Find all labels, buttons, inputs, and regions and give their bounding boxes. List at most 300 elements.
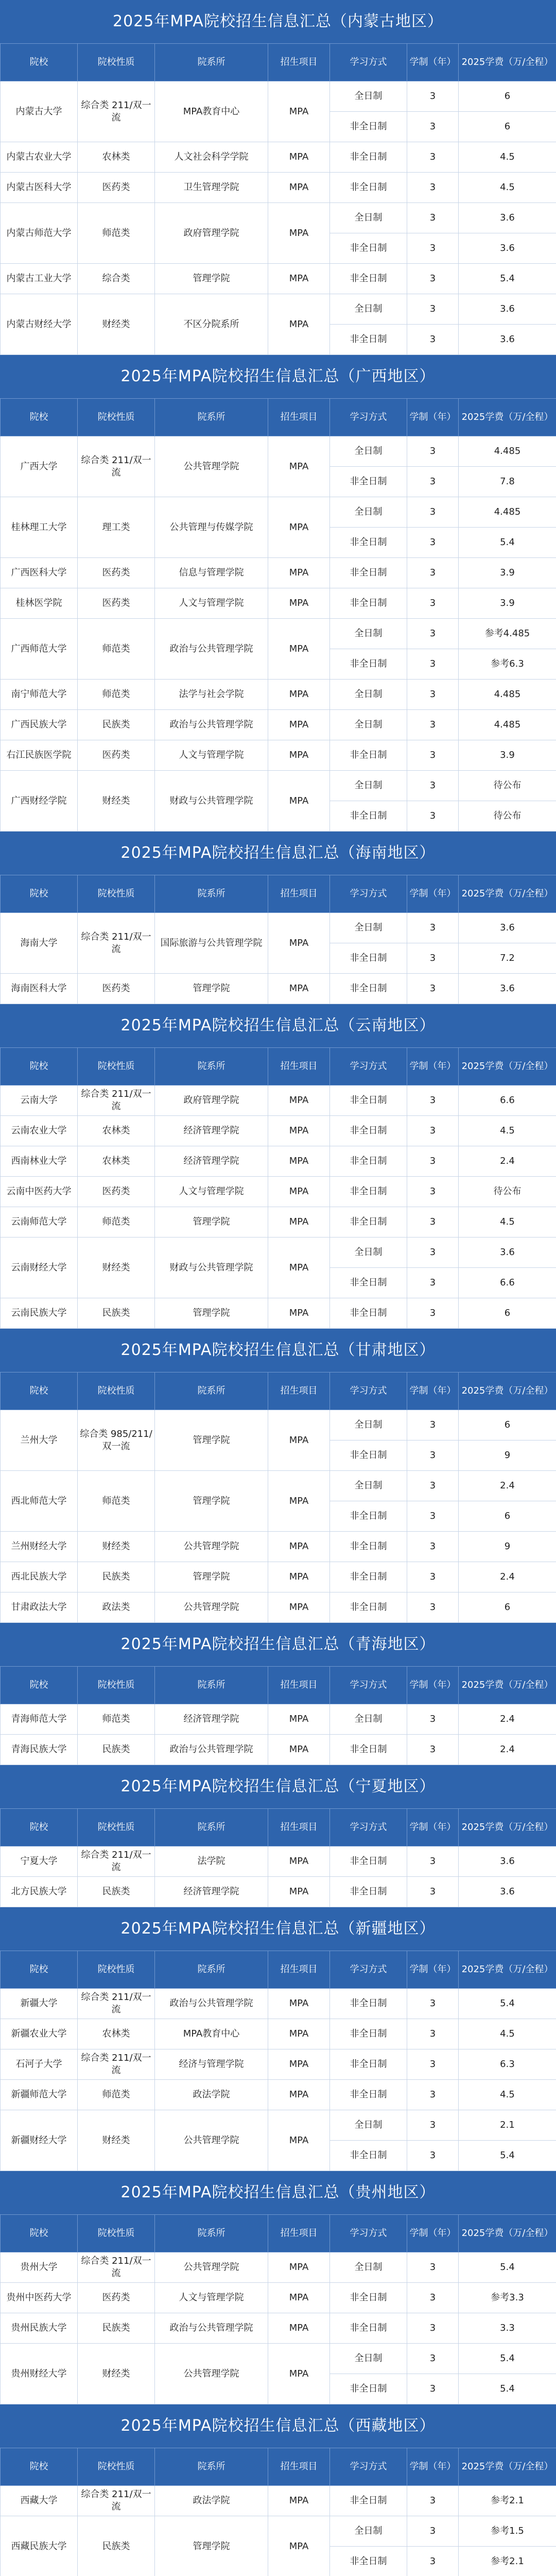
cell-program: MPA [268, 1410, 330, 1471]
cell-mode: 全日制 [330, 1238, 407, 1268]
cell-dept: 管理学院 [155, 2516, 268, 2576]
cell-mode: 非全日制 [330, 1177, 407, 1207]
cell-dept: 政治与公共管理学院 [155, 1989, 268, 2019]
cell-nature: 师范类 [78, 203, 155, 264]
cell-mode: 非全日制 [330, 1562, 407, 1592]
cell-mode: 非全日制 [330, 1440, 407, 1471]
cell-years: 3 [407, 2141, 459, 2171]
cell-program: MPA [268, 1592, 330, 1623]
cell-mode: 非全日制 [330, 467, 407, 497]
cell-years: 3 [407, 2283, 459, 2313]
column-header-dept: 院系所 [155, 1372, 268, 1410]
cell-dept: 人文社会科学学院 [155, 142, 268, 173]
column-header-years: 学制（年） [407, 399, 459, 436]
column-header-program: 招生项目 [268, 44, 330, 81]
cell-mode: 全日制 [330, 619, 407, 649]
cell-program: MPA [268, 913, 330, 974]
cell-fee: 2.4 [459, 1146, 556, 1177]
cell-program: MPA [268, 1877, 330, 1907]
column-header-school: 院校 [1, 44, 78, 81]
cell-years: 3 [407, 81, 459, 112]
cell-mode: 非全日制 [330, 2313, 407, 2344]
cell-dept: MPA教育中心 [155, 2019, 268, 2049]
cell-nature: 农林类 [78, 142, 155, 173]
cell-fee: 3.9 [459, 558, 556, 588]
column-header-mode: 学习方式 [330, 399, 407, 436]
table-header-row [1, 1372, 556, 1410]
cell-years: 3 [407, 913, 459, 943]
cell-school: 新疆师范大学 [1, 2080, 78, 2110]
section-title: 2025年MPA院校招生信息汇总（内蒙古地区） [0, 0, 556, 43]
cell-fee: 待公布 [459, 1177, 556, 1207]
cell-dept: 政治与公共管理学院 [155, 619, 268, 680]
cell-program: MPA [268, 173, 330, 203]
cell-mode: 非全日制 [330, 2019, 407, 2049]
cell-mode: 全日制 [330, 771, 407, 801]
cell-years: 3 [407, 497, 459, 528]
section-title: 2025年MPA院校招生信息汇总（广西地区） [0, 355, 556, 398]
column-header-program: 招生项目 [268, 1951, 330, 1989]
cell-years: 3 [407, 1238, 459, 1268]
column-header-years: 学制（年） [407, 875, 459, 913]
cell-mode: 非全日制 [330, 558, 407, 588]
cell-nature: 综合类 211/双一流 [78, 1846, 155, 1877]
cell-program: MPA [268, 2486, 330, 2516]
cell-program: MPA [268, 2019, 330, 2049]
cell-mode: 非全日制 [330, 2547, 407, 2576]
column-header-school: 院校 [1, 875, 78, 913]
cell-program: MPA [268, 2110, 330, 2171]
cell-nature: 民族类 [78, 710, 155, 740]
cell-program: MPA [268, 1562, 330, 1592]
region-section [0, 2171, 556, 2404]
cell-fee: 4.5 [459, 2019, 556, 2049]
cell-years: 3 [407, 2516, 459, 2547]
table-header-row [1, 399, 556, 436]
cell-fee: 4.485 [459, 680, 556, 710]
cell-dept: 公共管理学院 [155, 2252, 268, 2283]
cell-nature: 农林类 [78, 1116, 155, 1146]
cell-years: 3 [407, 2019, 459, 2049]
cell-school: 兰州财经大学 [1, 1532, 78, 1562]
cell-program: MPA [268, 1177, 330, 1207]
cell-nature: 综合类 211/双一流 [78, 1086, 155, 1116]
cell-dept: 经济与管理学院 [155, 2049, 268, 2080]
cell-nature: 师范类 [78, 1207, 155, 1238]
cell-years: 3 [407, 649, 459, 680]
cell-school: 内蒙古大学 [1, 81, 78, 142]
cell-years: 3 [407, 264, 459, 294]
cell-nature: 师范类 [78, 2080, 155, 2110]
cell-school: 贵州中医药大学 [1, 2283, 78, 2313]
cell-program: MPA [268, 81, 330, 142]
cell-program: MPA [268, 771, 330, 832]
cell-school: 石河子大学 [1, 2049, 78, 2080]
cell-school: 内蒙古医科大学 [1, 173, 78, 203]
cell-fee: 4.5 [459, 142, 556, 173]
cell-fee: 9 [459, 1440, 556, 1471]
school-table [0, 1372, 556, 1623]
column-header-mode: 学习方式 [330, 1809, 407, 1846]
cell-mode: 非全日制 [330, 233, 407, 264]
column-header-years: 学制（年） [407, 2448, 459, 2486]
column-header-nature: 院校性质 [78, 1951, 155, 1989]
cell-school: 贵州民族大学 [1, 2313, 78, 2344]
cell-school: 广西民族大学 [1, 710, 78, 740]
cell-school: 西北民族大学 [1, 1562, 78, 1592]
cell-dept: 政法学院 [155, 2080, 268, 2110]
cell-years: 3 [407, 203, 459, 233]
cell-fee: 3.6 [459, 1877, 556, 1907]
cell-years: 3 [407, 1501, 459, 1532]
cell-mode: 非全日制 [330, 1268, 407, 1298]
column-header-years: 学制（年） [407, 1951, 459, 1989]
cell-mode: 非全日制 [330, 1735, 407, 1765]
cell-years: 3 [407, 112, 459, 142]
cell-school: 新疆农业大学 [1, 2019, 78, 2049]
column-header-mode: 学习方式 [330, 44, 407, 81]
cell-mode: 非全日制 [330, 1846, 407, 1877]
cell-nature: 综合类 211/双一流 [78, 2049, 155, 2080]
cell-dept: 经济管理学院 [155, 1116, 268, 1146]
column-header-fee: 2025学费（万/全程） [459, 1809, 556, 1846]
table-row [1, 680, 556, 710]
cell-school: 南宁师范大学 [1, 680, 78, 710]
column-header-dept: 院系所 [155, 875, 268, 913]
cell-fee: 4.485 [459, 436, 556, 467]
column-header-school: 院校 [1, 1809, 78, 1846]
cell-years: 3 [407, 1298, 459, 1329]
cell-years: 3 [407, 1592, 459, 1623]
column-header-school: 院校 [1, 399, 78, 436]
cell-mode: 全日制 [330, 2344, 407, 2374]
cell-years: 3 [407, 2252, 459, 2283]
table-row [1, 710, 556, 740]
cell-school: 广西大学 [1, 436, 78, 497]
table-row [1, 771, 556, 801]
cell-years: 3 [407, 1704, 459, 1735]
region-section [0, 1329, 556, 1623]
cell-program: MPA [268, 1146, 330, 1177]
cell-school: 宁夏大学 [1, 1846, 78, 1877]
column-header-dept: 院系所 [155, 2215, 268, 2252]
cell-program: MPA [268, 740, 330, 771]
cell-fee: 6 [459, 1501, 556, 1532]
table-row [1, 294, 556, 325]
cell-nature: 综合类 211/双一流 [78, 913, 155, 974]
column-header-program: 招生项目 [268, 1048, 330, 1086]
cell-nature: 师范类 [78, 1704, 155, 1735]
cell-school: 西藏大学 [1, 2486, 78, 2516]
column-header-nature: 院校性质 [78, 1809, 155, 1846]
column-header-years: 学制（年） [407, 1048, 459, 1086]
cell-dept: 法学与社会学院 [155, 680, 268, 710]
cell-fee: 待公布 [459, 771, 556, 801]
column-header-program: 招生项目 [268, 399, 330, 436]
cell-dept: 公共管理学院 [155, 2110, 268, 2171]
table-row [1, 497, 556, 528]
cell-fee: 参考4.485 [459, 619, 556, 649]
column-header-program: 招生项目 [268, 1667, 330, 1704]
cell-program: MPA [268, 2516, 330, 2576]
cell-nature: 理工类 [78, 497, 155, 558]
cell-mode: 全日制 [330, 2110, 407, 2141]
cell-nature: 师范类 [78, 680, 155, 710]
cell-years: 3 [407, 2344, 459, 2374]
cell-mode: 非全日制 [330, 1501, 407, 1532]
cell-program: MPA [268, 1298, 330, 1329]
cell-mode: 全日制 [330, 294, 407, 325]
table-header-row [1, 1951, 556, 1989]
cell-dept: 信息与管理学院 [155, 558, 268, 588]
column-header-fee: 2025学费（万/全程） [459, 1667, 556, 1704]
cell-years: 3 [407, 1562, 459, 1592]
cell-school: 右江民族医学院 [1, 740, 78, 771]
cell-program: MPA [268, 497, 330, 558]
cell-years: 3 [407, 2547, 459, 2576]
cell-fee: 5.4 [459, 528, 556, 558]
cell-mode: 全日制 [330, 203, 407, 233]
cell-mode: 全日制 [330, 2252, 407, 2283]
school-table [0, 1047, 556, 1329]
cell-program: MPA [268, 1846, 330, 1877]
cell-school: 甘肃政法大学 [1, 1592, 78, 1623]
cell-fee: 9 [459, 1532, 556, 1562]
cell-mode: 非全日制 [330, 528, 407, 558]
cell-program: MPA [268, 2252, 330, 2283]
cell-mode: 非全日制 [330, 1592, 407, 1623]
column-header-years: 学制（年） [407, 1372, 459, 1410]
column-header-program: 招生项目 [268, 2215, 330, 2252]
column-header-nature: 院校性质 [78, 2448, 155, 2486]
cell-years: 3 [407, 1177, 459, 1207]
cell-mode: 全日制 [330, 2516, 407, 2547]
cell-years: 3 [407, 2486, 459, 2516]
column-header-nature: 院校性质 [78, 875, 155, 913]
cell-program: MPA [268, 680, 330, 710]
cell-years: 3 [407, 294, 459, 325]
cell-years: 3 [407, 2313, 459, 2344]
cell-mode: 全日制 [330, 81, 407, 112]
cell-fee: 2.4 [459, 1704, 556, 1735]
column-header-fee: 2025学费（万/全程） [459, 1372, 556, 1410]
cell-program: MPA [268, 558, 330, 588]
column-header-dept: 院系所 [155, 1809, 268, 1846]
cell-dept: 政治与公共管理学院 [155, 710, 268, 740]
column-header-dept: 院系所 [155, 1951, 268, 1989]
column-header-nature: 院校性质 [78, 1667, 155, 1704]
region-section [0, 355, 556, 832]
cell-dept: 政府管理学院 [155, 203, 268, 264]
cell-mode: 非全日制 [330, 1207, 407, 1238]
cell-nature: 财经类 [78, 1532, 155, 1562]
column-header-nature: 院校性质 [78, 1372, 155, 1410]
cell-fee: 6 [459, 81, 556, 112]
cell-school: 内蒙古工业大学 [1, 264, 78, 294]
column-header-nature: 院校性质 [78, 1048, 155, 1086]
column-header-mode: 学习方式 [330, 1667, 407, 1704]
cell-years: 3 [407, 588, 459, 619]
school-table [0, 1951, 556, 2171]
table-header-row [1, 44, 556, 81]
cell-dept: 财政与公共管理学院 [155, 1238, 268, 1298]
cell-dept: 不区分院系所 [155, 294, 268, 355]
cell-fee: 6.3 [459, 2049, 556, 2080]
cell-fee: 2.4 [459, 1735, 556, 1765]
cell-program: MPA [268, 1532, 330, 1562]
cell-fee: 6 [459, 112, 556, 142]
cell-school: 内蒙古财经大学 [1, 294, 78, 355]
cell-mode: 非全日制 [330, 1989, 407, 2019]
cell-school: 云南中医药大学 [1, 1177, 78, 1207]
column-header-fee: 2025学费（万/全程） [459, 2448, 556, 2486]
column-header-mode: 学习方式 [330, 2448, 407, 2486]
cell-fee: 3.6 [459, 233, 556, 264]
cell-mode: 非全日制 [330, 1146, 407, 1177]
cell-dept: 政治与公共管理学院 [155, 2313, 268, 2344]
column-header-dept: 院系所 [155, 399, 268, 436]
cell-nature: 综合类 211/双一流 [78, 2252, 155, 2283]
column-header-years: 学制（年） [407, 44, 459, 81]
table-header-row [1, 1048, 556, 1086]
cell-dept: 卫生管理学院 [155, 173, 268, 203]
column-header-fee: 2025学费（万/全程） [459, 44, 556, 81]
column-header-program: 招生项目 [268, 2448, 330, 2486]
cell-mode: 非全日制 [330, 142, 407, 173]
cell-program: MPA [268, 294, 330, 355]
cell-nature: 财经类 [78, 294, 155, 355]
cell-fee: 3.6 [459, 913, 556, 943]
cell-nature: 财经类 [78, 771, 155, 832]
cell-program: MPA [268, 436, 330, 497]
table-header-row [1, 875, 556, 913]
cell-mode: 非全日制 [330, 2049, 407, 2080]
cell-school: 云南财经大学 [1, 1238, 78, 1298]
cell-fee: 2.4 [459, 1562, 556, 1592]
cell-program: MPA [268, 1116, 330, 1146]
cell-nature: 医药类 [78, 1177, 155, 1207]
column-header-years: 学制（年） [407, 1667, 459, 1704]
cell-school: 广西财经学院 [1, 771, 78, 832]
school-table [0, 2448, 556, 2576]
cell-fee: 6.6 [459, 1086, 556, 1116]
table-header-row [1, 1667, 556, 1704]
cell-years: 3 [407, 1207, 459, 1238]
cell-dept: 政法学院 [155, 2486, 268, 2516]
column-header-school: 院校 [1, 1048, 78, 1086]
table-row [1, 588, 556, 619]
cell-years: 3 [407, 528, 459, 558]
cell-nature: 民族类 [78, 1562, 155, 1592]
column-header-years: 学制（年） [407, 1809, 459, 1846]
cell-years: 3 [407, 325, 459, 355]
column-header-fee: 2025学费（万/全程） [459, 399, 556, 436]
cell-program: MPA [268, 264, 330, 294]
cell-program: MPA [268, 1471, 330, 1532]
cell-mode: 非全日制 [330, 1298, 407, 1329]
cell-dept: 经济管理学院 [155, 1877, 268, 1907]
cell-mode: 非全日制 [330, 2283, 407, 2313]
cell-program: MPA [268, 203, 330, 264]
section-title: 2025年MPA院校招生信息汇总（云南地区） [0, 1004, 556, 1047]
cell-years: 3 [407, 173, 459, 203]
cell-years: 3 [407, 1846, 459, 1877]
cell-mode: 全日制 [330, 1704, 407, 1735]
cell-program: MPA [268, 1704, 330, 1735]
cell-school: 云南师范大学 [1, 1207, 78, 1238]
cell-fee: 3.6 [459, 325, 556, 355]
cell-mode: 非全日制 [330, 588, 407, 619]
cell-nature: 财经类 [78, 2110, 155, 2171]
school-table [0, 875, 556, 1004]
cell-fee: 5.4 [459, 2141, 556, 2171]
region-section [0, 1907, 556, 2171]
region-section [0, 832, 556, 1004]
column-header-fee: 2025学费（万/全程） [459, 875, 556, 913]
column-header-program: 招生项目 [268, 1372, 330, 1410]
cell-years: 3 [407, 2110, 459, 2141]
cell-mode: 全日制 [330, 913, 407, 943]
cell-mode: 非全日制 [330, 112, 407, 142]
cell-school: 桂林医学院 [1, 588, 78, 619]
cell-dept: 法学院 [155, 1846, 268, 1877]
cell-fee: 4.5 [459, 173, 556, 203]
cell-dept: 公共管理学院 [155, 1592, 268, 1623]
cell-dept: MPA教育中心 [155, 81, 268, 142]
cell-program: MPA [268, 1238, 330, 1298]
cell-fee: 7.2 [459, 943, 556, 974]
cell-school: 北方民族大学 [1, 1877, 78, 1907]
column-header-dept: 院系所 [155, 1667, 268, 1704]
cell-years: 3 [407, 1268, 459, 1298]
cell-mode: 全日制 [330, 497, 407, 528]
cell-mode: 非全日制 [330, 974, 407, 1004]
section-title: 2025年MPA院校招生信息汇总（宁夏地区） [0, 1765, 556, 1808]
cell-dept: 经济管理学院 [155, 1146, 268, 1177]
cell-nature: 医药类 [78, 2283, 155, 2313]
cell-years: 3 [407, 680, 459, 710]
cell-mode: 非全日制 [330, 2374, 407, 2404]
cell-years: 3 [407, 1116, 459, 1146]
column-header-school: 院校 [1, 1951, 78, 1989]
section-title: 2025年MPA院校招生信息汇总（青海地区） [0, 1623, 556, 1666]
cell-dept: 人文与管理学院 [155, 2283, 268, 2313]
table-header-row [1, 2215, 556, 2252]
cell-mode: 非全日制 [330, 173, 407, 203]
cell-school: 新疆大学 [1, 1989, 78, 2019]
cell-program: MPA [268, 1207, 330, 1238]
cell-mode: 非全日制 [330, 264, 407, 294]
cell-nature: 综合类 211/双一流 [78, 2486, 155, 2516]
table-row [1, 619, 556, 649]
cell-nature: 综合类 211/双一流 [78, 81, 155, 142]
section-title: 2025年MPA院校招生信息汇总（甘肃地区） [0, 1329, 556, 1372]
cell-dept: 公共管理学院 [155, 1532, 268, 1562]
cell-nature: 民族类 [78, 1298, 155, 1329]
column-header-nature: 院校性质 [78, 399, 155, 436]
column-header-fee: 2025学费（万/全程） [459, 1048, 556, 1086]
cell-nature: 医药类 [78, 173, 155, 203]
cell-mode: 非全日制 [330, 1877, 407, 1907]
cell-fee: 参考1.5 [459, 2516, 556, 2547]
cell-mode: 非全日制 [330, 1532, 407, 1562]
cell-years: 3 [407, 771, 459, 801]
column-header-mode: 学习方式 [330, 1372, 407, 1410]
cell-fee: 参考2.1 [459, 2547, 556, 2576]
cell-mode: 全日制 [330, 436, 407, 467]
column-header-school: 院校 [1, 2215, 78, 2252]
cell-fee: 3.6 [459, 1846, 556, 1877]
